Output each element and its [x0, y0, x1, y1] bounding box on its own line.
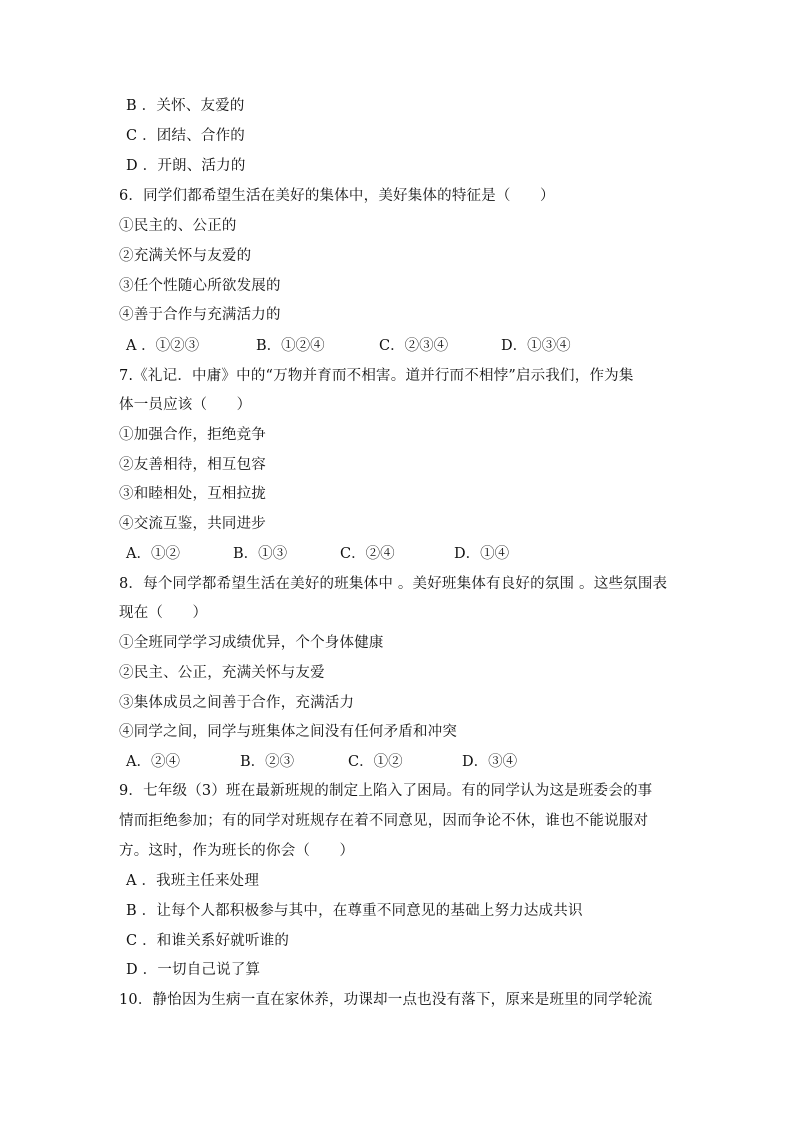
q6-option-d: D．①③④	[501, 338, 571, 354]
q8-option-b: B．②③	[240, 754, 295, 770]
q8-item-4: ④同学之间，同学与班集体之间没有任何矛盾和冲突	[119, 724, 458, 740]
q10-stem-line-1: 10．静怡因为生病一直在家休养，功课却一点也没有落下，原来是班里的同学轮流	[119, 992, 653, 1008]
q8-stem-line-2: 现在（ ）	[119, 605, 208, 621]
q9-option-b: B ．让每个人都积极参与其中，在尊重不同意见的基础上努力达成共识	[126, 903, 583, 919]
q7-option-c: C．②④	[340, 546, 395, 562]
q6-item-4: ④善于合作与充满活力的	[119, 307, 281, 323]
q7-item-2: ②友善相待，相互包容	[119, 457, 266, 473]
q9-option-d: D ．一切自己说了算	[126, 962, 261, 978]
q6-item-2: ②充满关怀与友爱的	[119, 248, 252, 264]
q8-item-2: ②民主、公正，充满关怀与友爱	[119, 665, 325, 681]
q8-item-1: ①全班同学学习成绩优异，个个身体健康	[119, 635, 384, 651]
q9-stem-line-3: 方。这时，作为班长的你会（ ）	[119, 843, 355, 859]
q7-option-a: A．①②	[126, 546, 180, 562]
q7-item-1: ①加强合作，拒绝竞争	[119, 427, 266, 443]
q9-option-c: C ．和谁关系好就听谁的	[126, 933, 290, 949]
q6-item-1: ①民主的、公正的	[119, 218, 237, 234]
q9-stem-line-1: 9．七年级（3）班在最新班规的制定上陷入了困局。有的同学认为这是班委会的事	[119, 783, 653, 799]
q7-item-3: ③和睦相处，互相拉拢	[119, 486, 266, 502]
q7-stem-line-1: 7.《礼记．中庸》中的“万物并育而不相害。道并行而不相悖”启示我们，作为集	[119, 368, 634, 384]
q9-stem-line-2: 情而拒绝参加；有的同学对班规存在着不同意见，因而争论不休，谁也不能说服对	[119, 813, 649, 829]
q8-option-a: A．②④	[126, 754, 180, 770]
q8-option-c: C．①②	[348, 754, 403, 770]
q8-stem-line-1: 8．每个同学都希望生活在美好的班集体中 。美好班集体有良好的氛围 。这些氛围表	[119, 576, 668, 592]
q8-item-3: ③集体成员之间善于合作，充满活力	[119, 695, 355, 711]
q7-item-4: ④交流互鉴，共同进步	[119, 516, 266, 532]
q7-option-d: D．①④	[454, 546, 510, 562]
q9-option-a: A ．我班主任来处理	[126, 873, 260, 889]
q6-stem: 6．同学们都希望生活在美好的集体中，美好集体的特征是（ ）	[119, 188, 555, 204]
q6-option-b: B．①②④	[256, 338, 325, 354]
q5-option-b: B ．关怀、友爱的	[126, 98, 245, 114]
q6-option-a: A ．①②③	[126, 338, 200, 354]
q7-stem-line-2: 体一员应该（ ）	[119, 397, 252, 413]
q6-option-c: C．②③④	[379, 338, 449, 354]
q6-item-3: ③任个性随心所欲发展的	[119, 278, 281, 294]
q8-option-d: D．③④	[462, 754, 518, 770]
q5-option-d: D ．开朗、活力的	[126, 158, 246, 174]
q5-option-c: C ．团结、合作的	[126, 128, 246, 144]
q7-option-b: B．①③	[233, 546, 288, 562]
